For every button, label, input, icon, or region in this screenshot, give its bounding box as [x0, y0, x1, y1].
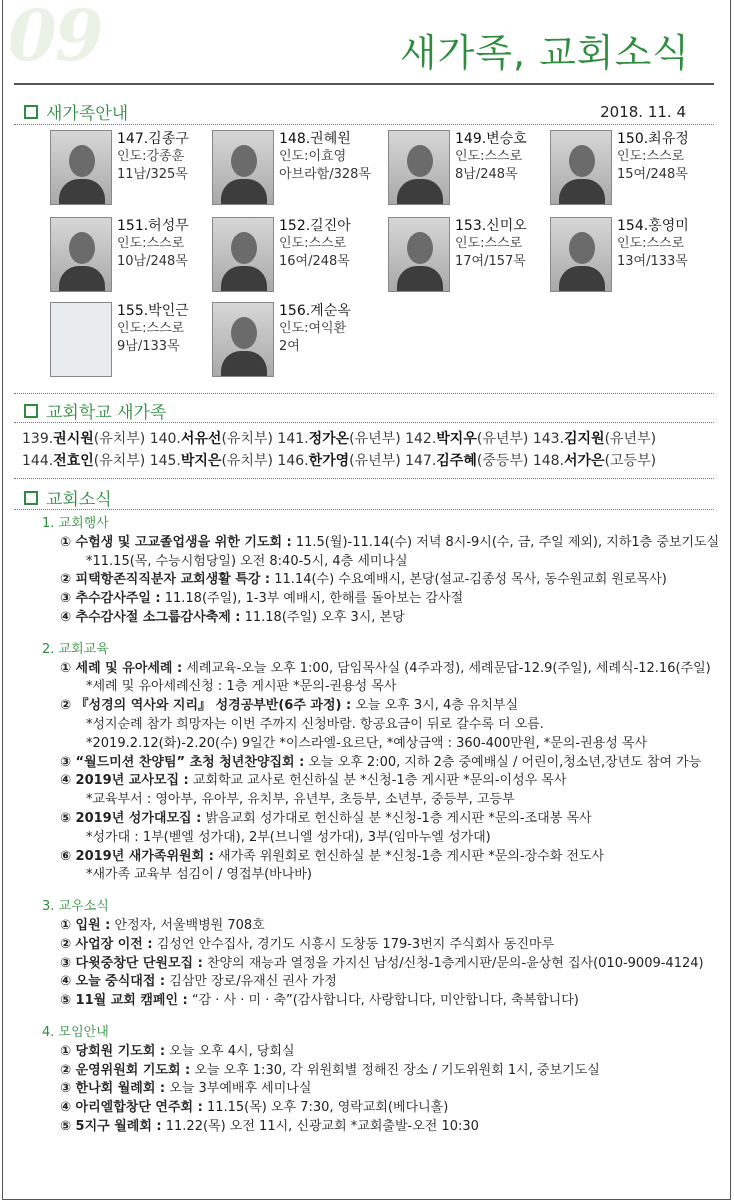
school-entry	[22, 453, 145, 469]
news-item-label: ③ 추수감사주일 :	[60, 591, 161, 607]
news-item-text: 11.22(목) 오전 11시, 신광교회 *교회출발-오전 10:30	[161, 1118, 479, 1134]
member-age-mok: 15여/248목	[617, 167, 688, 182]
member-name: 150.최유정	[617, 131, 689, 147]
entry-number: 141.	[277, 431, 309, 447]
new-family-member	[50, 302, 220, 377]
member-photo	[50, 130, 112, 205]
member-info	[455, 130, 527, 205]
new-family-member	[388, 217, 558, 292]
news-item-label: ⑥ 2019년 새가족위원회 :	[60, 848, 214, 864]
news-item-text: *새가족 교육부 섬김이 / 영접부(바나바)	[86, 867, 312, 883]
entry-number: 142.	[405, 431, 437, 447]
member-guide: 인도:스스로	[117, 236, 185, 251]
news-item-note	[46, 553, 726, 572]
entry-number: 146.	[277, 453, 309, 469]
member-photo	[212, 130, 274, 205]
member-guide: 인도:이효영	[279, 149, 347, 164]
divider	[14, 509, 714, 510]
entry-number: 144.	[22, 453, 54, 469]
news-item-text: 오늘 오후 4시, 당회실	[165, 1043, 295, 1059]
new-family-member	[50, 130, 220, 205]
news-item	[46, 609, 726, 628]
member-guide: 인도:강종훈	[117, 149, 185, 164]
section-title: 교회소식	[46, 490, 112, 510]
news-category	[42, 1024, 726, 1137]
member-info	[117, 130, 189, 205]
member-guide: 인도:스스로	[455, 236, 523, 251]
news-item-text: *성가대 : 1부(벧엘 성가대), 2부(브니엘 성가대), 3부(임마누엘 성가대)	[86, 829, 491, 845]
member-age-mok: 13여/133목	[617, 254, 688, 269]
news-category	[42, 641, 726, 885]
entry-number: 139.	[22, 431, 54, 447]
member-guide: 인도:스스로	[455, 149, 523, 164]
member-guide: 인도:스스로	[617, 149, 685, 164]
news-category-title: 3. 교우소식	[42, 899, 109, 915]
member-age-mok: 8남/248목	[455, 167, 518, 182]
member-name: 147.김종구	[117, 131, 189, 147]
news-item	[46, 973, 726, 992]
school-entry	[150, 431, 273, 447]
news-category-title: 2. 교회교육	[42, 641, 109, 657]
news-item-note	[46, 791, 726, 810]
news-item	[46, 848, 726, 867]
news-item	[46, 754, 726, 773]
title-divider	[14, 83, 714, 85]
member-name: 148.권혜원	[279, 131, 351, 147]
member-photo	[50, 217, 112, 292]
member-photo	[388, 130, 450, 205]
entry-number: 145.	[149, 453, 181, 469]
entry-name: 서가은	[563, 453, 605, 469]
member-info	[617, 130, 689, 205]
member-info	[455, 217, 527, 292]
divider	[14, 393, 714, 394]
page-title: 새가족, 교회소식	[399, 31, 690, 75]
news-item	[46, 660, 726, 679]
news-item-text: 11.18(주일), 1-3부 예배시, 한해를 돌아보는 감사절	[160, 591, 464, 607]
new-family-member	[212, 130, 382, 205]
news-item-text: *2019.2.12(화)-2.20(수) 9일간 *이스라엘-요르단, *예상금액 : 360-400만원, *문의-권용성 목사	[86, 735, 648, 751]
news-item-label: ① 세례 및 유아세례 :	[60, 660, 183, 676]
member-photo	[550, 130, 612, 205]
news-item-text: 오늘 오후 3시, 4층 유치부실	[351, 698, 519, 714]
entry-number: 148.	[532, 453, 564, 469]
member-info	[279, 217, 351, 292]
news-item-text: 11.14(수) 수요예배시, 본당(설교-김종성 목사, 동수원교회 원로목사)	[270, 572, 667, 588]
divider	[14, 124, 714, 125]
news-item-note	[46, 829, 726, 848]
entry-department: (유년부)	[604, 431, 657, 447]
member-age-mok: 아브라함/328목	[279, 167, 371, 182]
news-item	[46, 1080, 726, 1099]
school-row	[22, 450, 722, 472]
school-entry	[150, 453, 273, 469]
member-guide: 인도:여익환	[279, 321, 347, 336]
news-item-label: ③ 한나회 월례회 :	[60, 1081, 166, 1097]
news-item-note	[46, 735, 726, 754]
member-age-mok: 17여/157목	[455, 254, 526, 269]
member-info	[617, 217, 689, 292]
news-item-label: ① 당회원 기도회 :	[60, 1043, 166, 1059]
news-item-label: ② 피택항존직직분자 교회생활 특강 :	[60, 572, 271, 588]
news-item	[46, 772, 726, 791]
news-item-note	[46, 716, 726, 735]
entry-number: 143.	[532, 431, 564, 447]
member-name: 153.신미오	[455, 218, 527, 234]
member-age-mok: 11남/325목	[117, 167, 188, 182]
member-age-mok: 16여/248목	[279, 254, 350, 269]
entry-department: (유년부)	[476, 431, 529, 447]
entry-number: 147.	[405, 453, 437, 469]
news-item-text: “감 · 사 · 미 · 축”(감사합니다, 사랑합니다, 미안합니다, 축복합니다)	[187, 993, 579, 1009]
news-item-text: 11.18(주일) 오후 3시, 본당	[240, 609, 405, 625]
news-item	[46, 534, 726, 553]
news-item-text: *세례 및 유아세례신청 : 1층 게시판 *문의-권용성 목사	[86, 679, 397, 695]
news-item	[46, 1099, 726, 1118]
entry-department: (유치부)	[93, 431, 146, 447]
new-family-member	[212, 217, 382, 292]
new-family-member	[388, 130, 558, 205]
member-photo	[388, 217, 450, 292]
news-item-text: 김삼만 장로/유재신 권사 가정	[165, 974, 337, 990]
news-item-text: 김성언 안수집사, 경기도 시흥시 도창동 179-3번지 주식회사 동진마루	[152, 936, 555, 952]
section-title: 새가족안내	[46, 104, 129, 124]
news-item-label: ② 운영위원회 기도회 :	[60, 1062, 191, 1078]
news-category-title: 4. 모임안내	[42, 1024, 109, 1040]
praying-hands-image	[50, 302, 112, 377]
member-age-mok: 2여	[279, 339, 300, 354]
square-bullet-icon	[24, 404, 38, 418]
section-title: 교회학교 새가족	[46, 403, 167, 423]
school-entry	[277, 453, 400, 469]
news-item-text: 밝음교회 성가대로 헌신하실 분 *신청-1층 게시판 *문의-조대봉 목사	[201, 810, 592, 826]
new-family-member	[550, 130, 720, 205]
news-item-label: ④ 오늘 중식대접 :	[60, 974, 166, 990]
member-name: 149.변승호	[455, 131, 527, 147]
news-item-text: 11.5(월)-11.14(수) 저녁 8시-9시(수, 금, 주일 제외), 지하1층 중보기도실	[291, 534, 720, 550]
news-item	[46, 955, 726, 974]
school-entry	[405, 453, 528, 469]
entry-department: (유치부)	[221, 431, 273, 447]
news-item	[46, 992, 726, 1011]
church-news-list	[42, 515, 726, 1137]
entry-department: (유치부)	[93, 453, 146, 469]
school-entry	[533, 453, 656, 469]
new-family-member	[212, 302, 382, 377]
member-name: 151.허성무	[117, 218, 189, 234]
news-item-label: ④ 아리엘합창단 연주회 :	[60, 1100, 203, 1116]
news-item-text: *11.15(목, 수능시험당일) 오전 8:40-5시, 4층 세미나실	[86, 553, 408, 569]
entry-name: 정가온	[308, 431, 350, 447]
section-new-family-heading	[24, 99, 128, 124]
news-item	[46, 917, 726, 936]
news-item-label: ① 수험생 및 고교졸업생을 위한 기도회 :	[60, 534, 292, 550]
divider	[14, 478, 714, 479]
school-new-family-list	[22, 428, 722, 472]
school-row	[22, 428, 722, 450]
member-guide: 인도:스스로	[117, 321, 185, 336]
news-item-text: *교육부서 : 영아부, 유아부, 유치부, 유년부, 초등부, 소년부, 중등부, 고등부	[86, 792, 515, 808]
member-info	[279, 130, 371, 205]
member-photo	[550, 217, 612, 292]
entry-number: 140.	[149, 431, 181, 447]
news-item-label: ① 입원 :	[60, 917, 111, 933]
square-bullet-icon	[24, 105, 38, 119]
divider	[14, 422, 714, 423]
news-item-text: 교회학교 교사로 헌신하실 분 *신청-1층 게시판 *문의-이성우 목사	[188, 773, 567, 789]
news-item-label: ⑤ 2019년 성가대모집 :	[60, 810, 202, 826]
news-item	[46, 1118, 726, 1137]
news-item-text: 오늘 오후 1:30, 각 위원회별 정해진 장소 / 기도위원회 1시, 중보기도실	[190, 1062, 600, 1078]
member-guide: 인도:스스로	[617, 236, 685, 251]
news-item-label: ⑤ 5지구 월례회 :	[60, 1118, 162, 1134]
entry-name: 박지우	[436, 431, 477, 447]
school-entry	[277, 431, 400, 447]
square-bullet-icon	[24, 491, 38, 505]
entry-department: (유년부)	[349, 453, 401, 469]
news-item	[46, 1043, 726, 1062]
news-item-label: ⑤ 11월 교회 캠페인 :	[60, 993, 188, 1009]
news-item-text: 세례교육-오늘 오후 1:00, 담임목사실 (4주과정), 세례문답-12.9(주일), 세례식-12.16(주일)	[182, 660, 711, 676]
member-age-mok: 9남/133목	[117, 339, 180, 354]
member-info	[117, 217, 189, 292]
entry-name: 김지원	[563, 431, 605, 447]
section-news-heading	[24, 485, 112, 510]
entry-name: 권시원	[53, 431, 94, 447]
news-item-text: 안정자, 서울백병원 708호	[110, 917, 265, 933]
new-family-member	[550, 217, 720, 292]
member-name: 152.길진아	[279, 218, 351, 234]
member-name: 156.계순옥	[279, 303, 351, 319]
news-item-note	[46, 866, 726, 885]
news-item-note	[46, 678, 726, 697]
member-name: 154.홍영미	[617, 218, 689, 234]
news-category	[42, 898, 726, 1011]
bulletin-date: 2018. 11. 4	[600, 103, 686, 121]
member-info	[117, 302, 189, 377]
news-category-title: 1. 교회행사	[42, 516, 109, 531]
entry-name: 한가영	[308, 453, 350, 469]
news-item-label: ③ 다윗중창단 단원모집 :	[60, 955, 203, 971]
entry-name: 서유선	[180, 431, 222, 447]
news-category	[42, 515, 726, 628]
school-entry	[405, 431, 528, 447]
news-item-text: 오늘 3부예배후 세미나실	[165, 1081, 312, 1097]
news-item-text: 오늘 오후 2:00, 지하 2층 중예배실 / 어린이,청소년,장년도 참여 가능	[304, 754, 702, 770]
entry-department: (고등부)	[604, 453, 657, 469]
school-entry	[22, 431, 145, 447]
news-item-text: 새가족 위원회로 헌신하실 분 *신청-1층 게시판 *문의-장수화 전도사	[213, 848, 605, 864]
news-item	[46, 1062, 726, 1081]
news-item	[46, 810, 726, 829]
page-number: 09	[8, 0, 102, 77]
news-item	[46, 571, 726, 590]
section-school-heading	[24, 398, 166, 423]
news-item-label: ④ 2019년 교사모집 :	[60, 773, 189, 789]
news-item	[46, 590, 726, 609]
entry-name: 김주혜	[436, 453, 477, 469]
news-item	[46, 697, 726, 716]
member-age-mok: 10남/248목	[117, 254, 188, 269]
entry-department: (유년부)	[349, 431, 401, 447]
school-entry	[533, 431, 656, 447]
member-guide: 인도:스스로	[279, 236, 347, 251]
news-item-text: 11.15(목) 오후 7:30, 영락교회(베다니홀)	[202, 1100, 449, 1116]
news-item-text: *성지순례 참가 희망자는 이번 주까지 신청바람. 항공요금이 뒤로 갈수록 더 오름.	[86, 716, 544, 732]
member-name: 155.박인근	[117, 303, 189, 319]
entry-department: (유치부)	[221, 453, 273, 469]
entry-name: 전효인	[53, 453, 94, 469]
news-item-label: ② 사업장 이전 :	[60, 936, 153, 952]
entry-name: 박지은	[180, 453, 222, 469]
news-item-label: ② 『성경의 역사와 지리』 성경공부반(6주 과정) :	[60, 698, 352, 714]
news-item-text: 찬양의 재능과 열정을 가지신 남성/신청-1층게시판/문의-윤상현 집사(010-9009-4124)	[202, 955, 704, 971]
news-item-label: ③ “월드미션 찬양팀” 초청 청년찬양집회 :	[60, 754, 305, 770]
news-item	[46, 936, 726, 955]
entry-department: (중등부)	[476, 453, 529, 469]
new-family-member	[50, 217, 220, 292]
member-info	[279, 302, 351, 377]
member-photo	[212, 302, 274, 377]
news-item-label: ④ 추수감사절 소그룹감사축제 :	[60, 609, 241, 625]
member-photo	[212, 217, 274, 292]
